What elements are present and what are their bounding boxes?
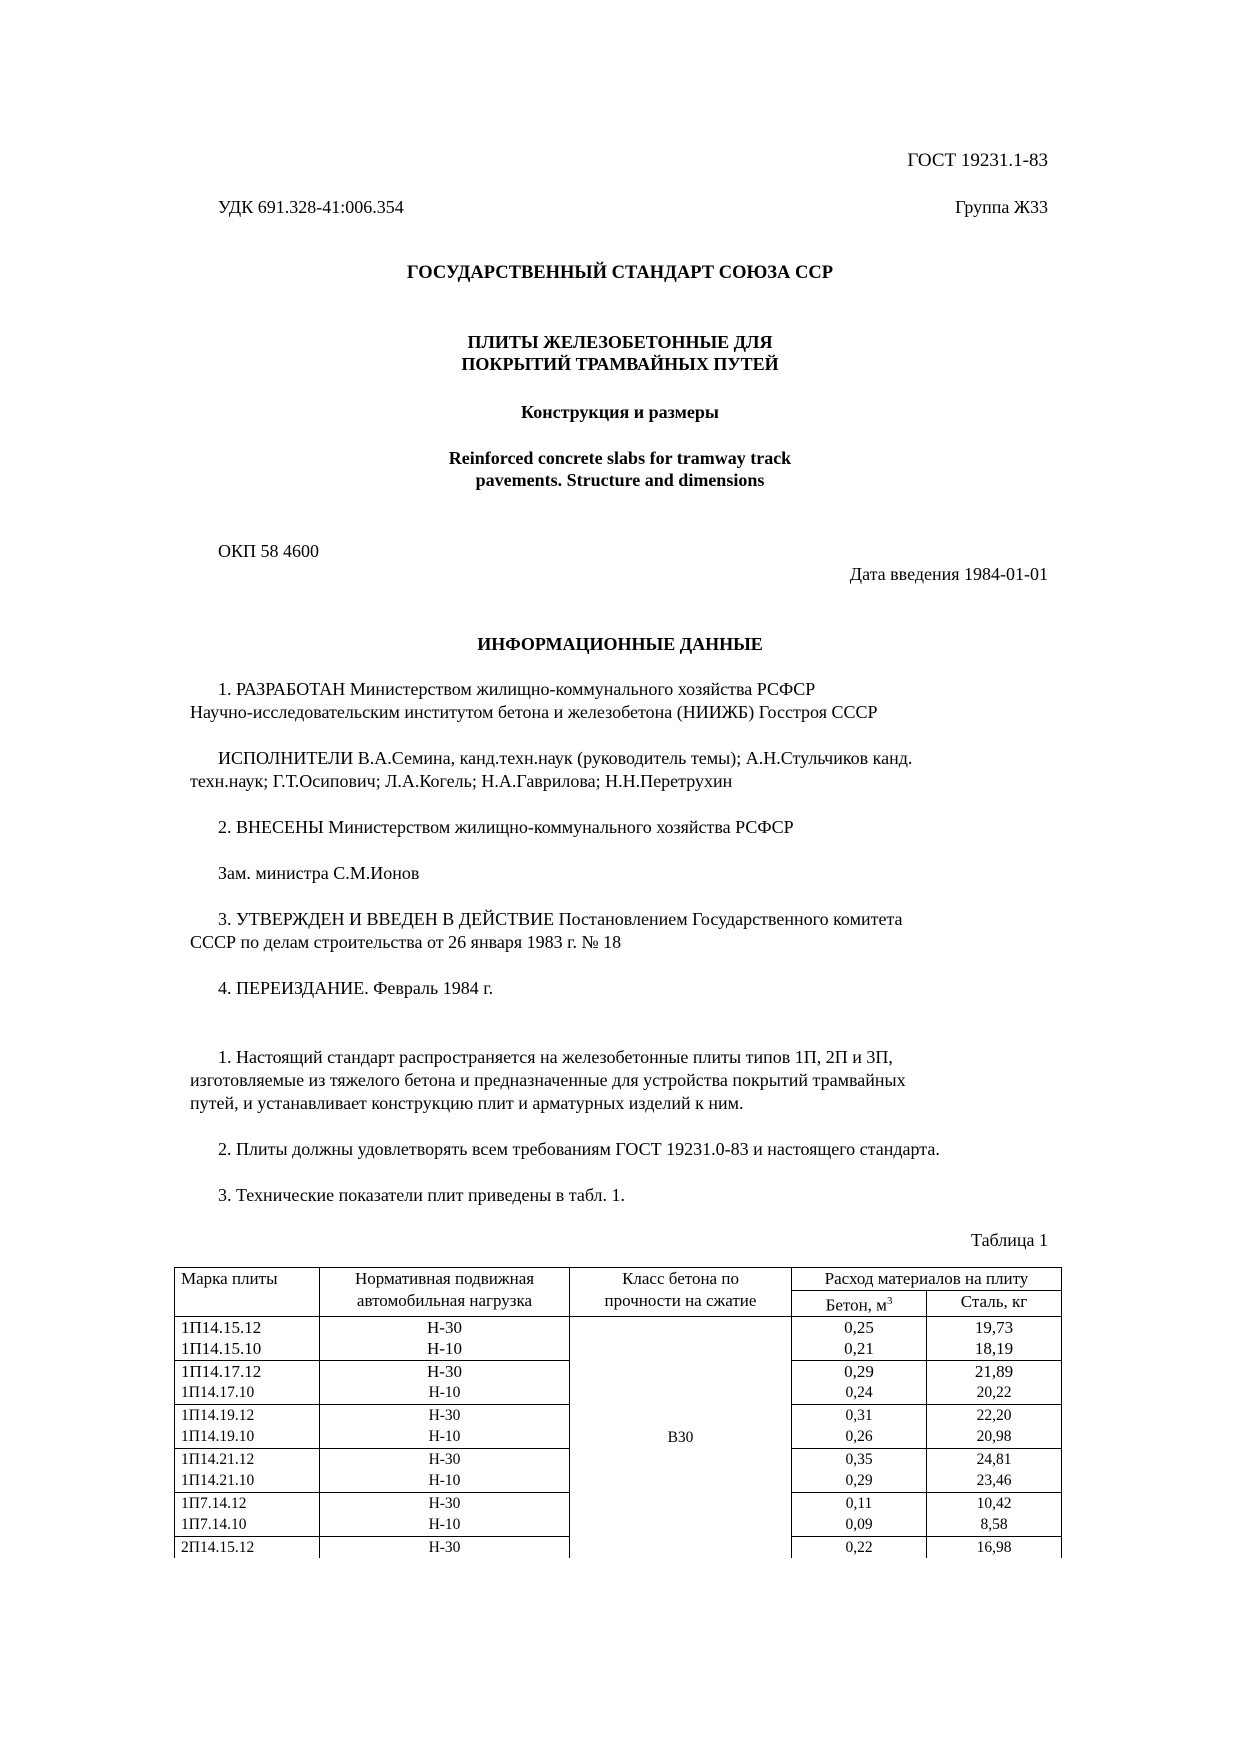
info-authors-line2: техн.наук; Г.Т.Осипович; Л.А.Когель; Н.А.Гаврилова; Н.Н.Перетрухин xyxy=(190,771,733,791)
header-mark: Марка плиты xyxy=(175,1268,320,1317)
info-approved-line2: СССР по делам строительства от 26 января 1983 г. № 18 xyxy=(190,932,622,952)
cell-steel-mass: 21,89 xyxy=(927,1360,1062,1382)
cell-concrete-volume: 0,22 xyxy=(792,1536,927,1558)
cell-mark: 1П14.17.12 xyxy=(175,1360,320,1382)
cell-mark: 1П7.14.10 xyxy=(175,1514,320,1536)
body-clause-3: 3. Технические показатели плит приведены в табл. 1. xyxy=(218,1185,626,1205)
cell-concrete-volume: 0,29 xyxy=(792,1470,927,1492)
cell-steel-mass: 22,20 xyxy=(927,1404,1062,1426)
header-consumption: Расход материалов на плиту xyxy=(792,1268,1062,1291)
cell-concrete-volume: 0,26 xyxy=(792,1426,927,1448)
info-authors-line1: ИСПОЛНИТЕЛИ В.А.Семина, канд.техн.наук (руководитель темы); А.Н.Стульчиков канд. xyxy=(218,748,913,768)
table-1 xyxy=(174,1267,1062,1558)
cell-load: Н-10 xyxy=(320,1470,570,1492)
okp-code: ОКП 58 4600 xyxy=(218,541,320,561)
cell-steel-mass: 20,22 xyxy=(927,1382,1062,1404)
body-clause-1-line2: изготовляемые из тяжелого бетона и предназначенные для устройства покрытий трамвайных xyxy=(190,1070,906,1090)
cell-concrete-volume: 0,35 xyxy=(792,1448,927,1470)
cell-concrete-volume: 0,31 xyxy=(792,1404,927,1426)
cell-steel-mass: 24,81 xyxy=(927,1448,1062,1470)
cell-load: Н-10 xyxy=(320,1514,570,1536)
info-approved-line1: 3. УТВЕРЖДЕН И ВВЕДЕН В ДЕЙСТВИЕ Постановлением Государственного комитета xyxy=(218,909,903,929)
cell-mark: 1П14.19.12 xyxy=(175,1404,320,1426)
cell-steel-mass: 20,98 xyxy=(927,1426,1062,1448)
state-standard-heading: ГОСУДАРСТВЕННЫЙ СТАНДАРТ СОЮЗА ССР xyxy=(406,263,834,283)
info-submitted: 2. ВНЕСЕНЫ Министерством жилищно-коммунального хозяйства РСФСР xyxy=(218,817,794,837)
document-title: ПЛИТЫ ЖЕЛЕЗОБЕТОННЫЕ ДЛЯ ПОКРЫТИЙ ТРАМВАЙНЫХ ПУТЕЙ xyxy=(461,332,779,374)
cell-load: Н-30 xyxy=(320,1448,570,1470)
cell-load: Н-30 xyxy=(320,1536,570,1558)
cell-load: Н-30 xyxy=(320,1404,570,1426)
cell-steel-mass: 16,98 xyxy=(927,1536,1062,1558)
cell-load: Н-30 xyxy=(320,1316,570,1338)
body-clause-1-line1: 1. Настоящий стандарт распространяется на железобетонные плиты типов 1П, 2П и 3П, xyxy=(218,1047,893,1067)
table-row xyxy=(175,1316,1062,1338)
udk-code: УДК 691.328-41:006.354 xyxy=(218,197,404,217)
cell-steel-mass: 8,58 xyxy=(927,1514,1062,1536)
header-load: Нормативная подвижная автомобильная нагрузка xyxy=(320,1268,570,1317)
header-concrete: Бетон, $м^3$ xyxy=(792,1290,927,1316)
cell-mark: 1П14.17.10 xyxy=(175,1382,320,1404)
cell-concrete-class: В30 xyxy=(570,1316,792,1558)
cell-steel-mass: 19,73 xyxy=(927,1316,1062,1338)
cell-concrete-volume: 0,29 xyxy=(792,1360,927,1382)
cell-concrete-volume: 0,11 xyxy=(792,1492,927,1514)
introduction-date: Дата введения 1984-01-01 xyxy=(849,564,1048,584)
table-header-row-1 xyxy=(175,1268,1062,1291)
cell-mark: 1П14.21.12 xyxy=(175,1448,320,1470)
cell-concrete-volume: 0,09 xyxy=(792,1514,927,1536)
info-reissue: 4. ПЕРЕИЗДАНИЕ. Февраль 1984 г. xyxy=(218,978,494,998)
cell-load: Н-30 xyxy=(320,1360,570,1382)
cell-mark: 2П14.15.12 xyxy=(175,1536,320,1558)
document-subtitle: Конструкция и размеры xyxy=(521,402,719,422)
cell-concrete-volume: 0,24 xyxy=(792,1382,927,1404)
table-body xyxy=(175,1316,1062,1558)
cell-steel-mass: 10,42 xyxy=(927,1492,1062,1514)
cell-mark: 1П14.15.10 xyxy=(175,1338,320,1360)
group-code: Группа Ж33 xyxy=(955,197,1048,217)
body-clause-2: 2. Плиты должны удовлетворять всем требованиям ГОСТ 19231.0-83 и настоящего стандарта. xyxy=(218,1139,940,1159)
cell-mark: 1П14.15.12 xyxy=(175,1316,320,1338)
cell-load: Н-10 xyxy=(320,1382,570,1404)
header-class: Класс бетона по прочности на сжатие xyxy=(570,1268,792,1317)
cell-concrete-volume: 0,25 xyxy=(792,1316,927,1338)
table-caption: Таблица 1 xyxy=(971,1230,1048,1250)
cell-steel-mass: 23,46 xyxy=(927,1470,1062,1492)
info-developed-line2: Научно-исследовательским институтом бетона и железобетона (НИИЖБ) Госстроя СССР xyxy=(190,702,878,722)
cell-mark: 1П14.19.10 xyxy=(175,1426,320,1448)
header-steel: Сталь, кг xyxy=(927,1290,1062,1316)
info-deputy-minister: Зам. министра С.М.Ионов xyxy=(218,863,420,883)
cell-steel-mass: 18,19 xyxy=(927,1338,1062,1360)
document-number: ГОСТ 19231.1-83 xyxy=(907,150,1048,171)
cell-load: Н-10 xyxy=(320,1338,570,1360)
cell-concrete-volume: 0,21 xyxy=(792,1338,927,1360)
body-clause-1-line3: путей, и устанавливает конструкцию плит и арматурных изделий к ним. xyxy=(190,1093,744,1113)
cell-load: Н-10 xyxy=(320,1426,570,1448)
info-heading: ИНФОРМАЦИОННЫЕ ДАННЫЕ xyxy=(477,634,763,654)
cell-mark: 1П14.21.10 xyxy=(175,1470,320,1492)
english-title: Reinforced concrete slabs for tramway track pavements. Structure and dimensions xyxy=(448,448,792,490)
cell-mark: 1П7.14.12 xyxy=(175,1492,320,1514)
cell-load: Н-30 xyxy=(320,1492,570,1514)
info-developed-line1: 1. РАЗРАБОТАН Министерством жилищно-коммунального хозяйства РСФСР xyxy=(218,679,816,699)
